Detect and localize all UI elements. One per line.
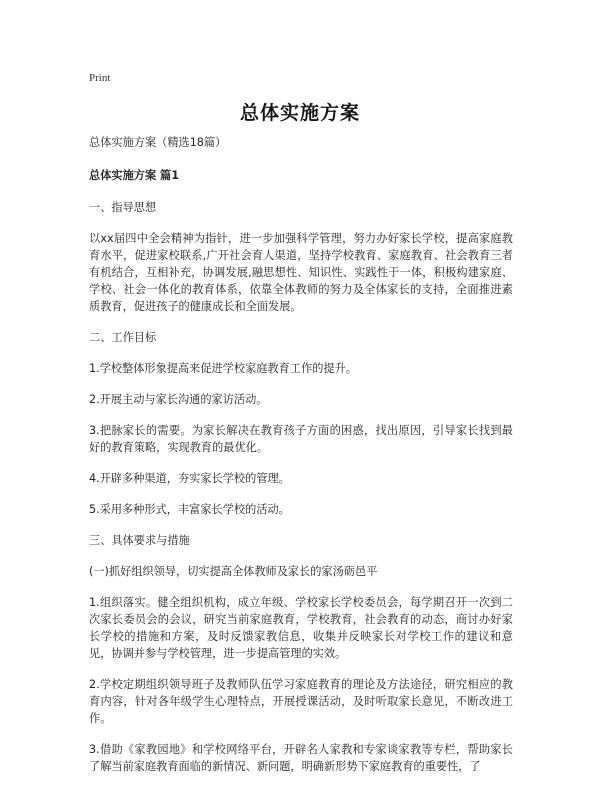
goal-item: 4.开辟多种渠道，夯实家长学校的管理。 [89,472,290,485]
measure-item: 3.借助《家教园地》和学校网络平台，开辟名人家教和专家谈家教等专栏，帮助家长了解当前家庭教育面临的新情况、新问题，明确新形势下家庭教育的重要性，了 [89,743,513,773]
goal-item: 5.采用多种形式，丰富家长学校的活动。 [89,503,290,516]
guiding-paragraph: 以xx届四中全会精神为指针，进一步加强科学管理，努力办好家长学校，提高家庭教育水平，促进家校联系,广开社会育人渠道，坚持学校教育、家庭教育、社会教育三者有机结合，互相补充，协调发展,融思想性、知识性、实践性于一体，积极构建家庭、学校、社会一体化的教育体系，依靠全体教师的努力及全体家长的支持，全面推进素质教育，促进孩子的健康成长和全面发展。 [89,232,513,313]
measure-heading: (一)抓好组织领导，切实提高全体教师及家长的家汤砺邑平 [89,565,378,578]
measure-item: 2.学校定期组织领导班子及教师队伍学习家庭教育的理论及方法途径，研究相应的教育内容，针对各年级学生心理特点，开展授课活动，及时听取家长意见，不断改进工作。 [89,678,513,725]
goal-item: 3.把脉家长的需要。为家长解决在教育孩子方面的困惑，找出原因，引导家长找到最好的教育策略，实现教育的最优化。 [89,424,513,454]
subtitle: 总体实施方案（精选18篇） [89,136,227,149]
heading-guiding-thought: 一、指导思想 [89,201,157,214]
heading-work-goals: 二、工作目标 [89,331,157,344]
print-link[interactable]: Print [89,72,111,84]
goal-item: 2.开展主动与家长沟通的家访活动。 [89,393,268,406]
document-body [89,134,513,789]
measure-item: 1.组织落实。健全组织机构，成立年级、学校家长学校委员会，每学期召开一次到二次家长委员会的会议，研究当前家庭教育，学校教育，社会教育的动态，商讨办好家长学校的措施和方案，及时反馈家教信息，收集并反映家长对学校工作的建议和意见，协调并参与学校管理，进一步提高管理的实效。 [89,596,513,660]
heading-requirements: 三、具体要求与措施 [89,534,190,547]
document-title: 总体实施方案 [239,102,360,124]
goal-item: 1.学校整体形象提高来促进学校家庭教育工作的提升。 [89,362,357,375]
section-title: 总体实施方案 篇1 [89,169,179,182]
